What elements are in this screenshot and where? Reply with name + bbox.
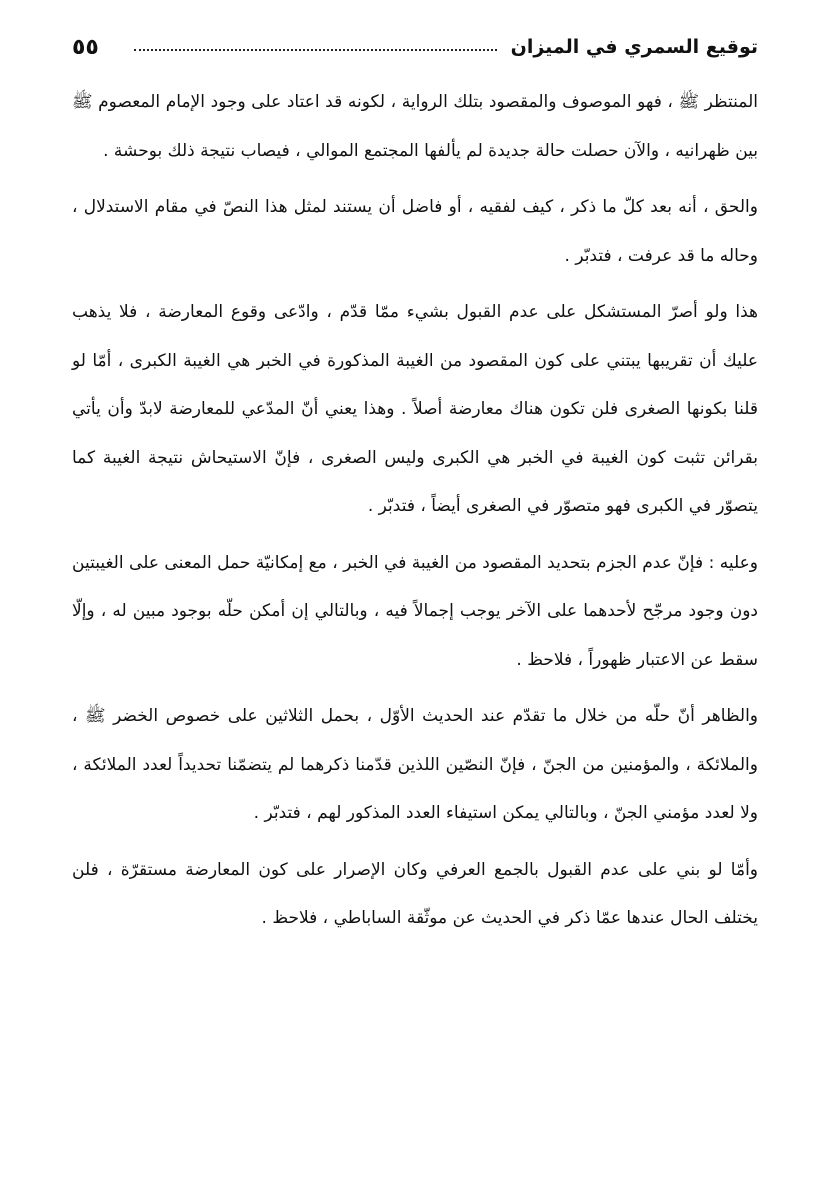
paragraph: المنتظر ﷺ ، فهو الموصوف والمقصود بتلك الرواية ، لكونه قد اعتاد على وجود الإمام المعصوم ﷺ بين ظهرانيه ، والآن حصلت حالة جديدة لم يألفها المجتمع الموالي ، فيصاب نتيجة ذلك بوحشة . — [72, 92, 758, 161]
paragraph: وعليه : فإنّ عدم الجزم بتحديد المقصود من الغيبة في الخبر ، مع إمكانيّة حمل المعنى على الغيبتين دون وجود مرجّح لأحدهما على الآخر يوجب إجمالاً فيه ، وبالتالي إن أمكن حلّه بوجود مبين له ، وإلّا سقط عن الاعتبار ظهوراً ، فلاحظ . — [72, 552, 758, 670]
paragraph: وأمّا لو بني على عدم القبول بالجمع العرفي وكان الإصرار على كون المعارضة مستقرّة ، فلن يختلف الحال عندها عمّا ذكر في الحديث عن موثّقة الساباطي ، فلاحظ . — [72, 859, 758, 928]
paragraph: هذا ولو أصرّ المستشكل على عدم القبول بشيء ممّا قدّم ، وادّعى وقوع المعارضة ، فلا يذهب عليك أن تقريبها يبتني على كون المقصود من الغيبة المذكورة في الخبر هي الغيبة الكبرى ، أمّا لو قلنا بكونها الصغرى فلن تكون هناك معارضة أصلاً . وهذا يعني أنّ المدّعي للمعارضة لابدّ وأن يأتي بقرائن تثبت كون الغيبة في الخبر هي الكبرى وليس الصغرى ، فإنّ الاستيحاش نتيجة الغيبة كما يتصوّر في الكبرى فهو متصوّر في الصغرى أيضاً ، فتدبّر . — [72, 302, 758, 516]
body-text — [72, 78, 758, 943]
page-number: ٥٥ — [72, 34, 99, 60]
header-dot-leader — [134, 49, 497, 51]
book-page — [72, 28, 758, 1148]
running-header — [72, 28, 758, 66]
paragraph: والحق ، أنه بعد كلّ ما ذكر ، كيف لفقيه ، أو فاضل أن يستند لمثل هذا النصّ في مقام الاستدلال ، وحاله ما قد عرفت ، فتدبّر . — [72, 197, 758, 266]
running-title: توقيع السمري في الميزان — [510, 36, 758, 58]
paragraph: والظاهر أنّ حلّه من خلال ما تقدّم عند الحديث الأوّل ، بحمل الثلاثين على خصوص الخضر ﷺ ، والملائكة ، والمؤمنين من الجنّ ، فإنّ النصّين اللذين قدّمنا ذكرهما لم يتضمّنا تحديداً لعدد الملائكة ، ولا لعدد مؤمني الجنّ ، وبالتالي يمكن استيفاء العدد المذكور لهم ، فتدبّر . — [72, 706, 758, 823]
